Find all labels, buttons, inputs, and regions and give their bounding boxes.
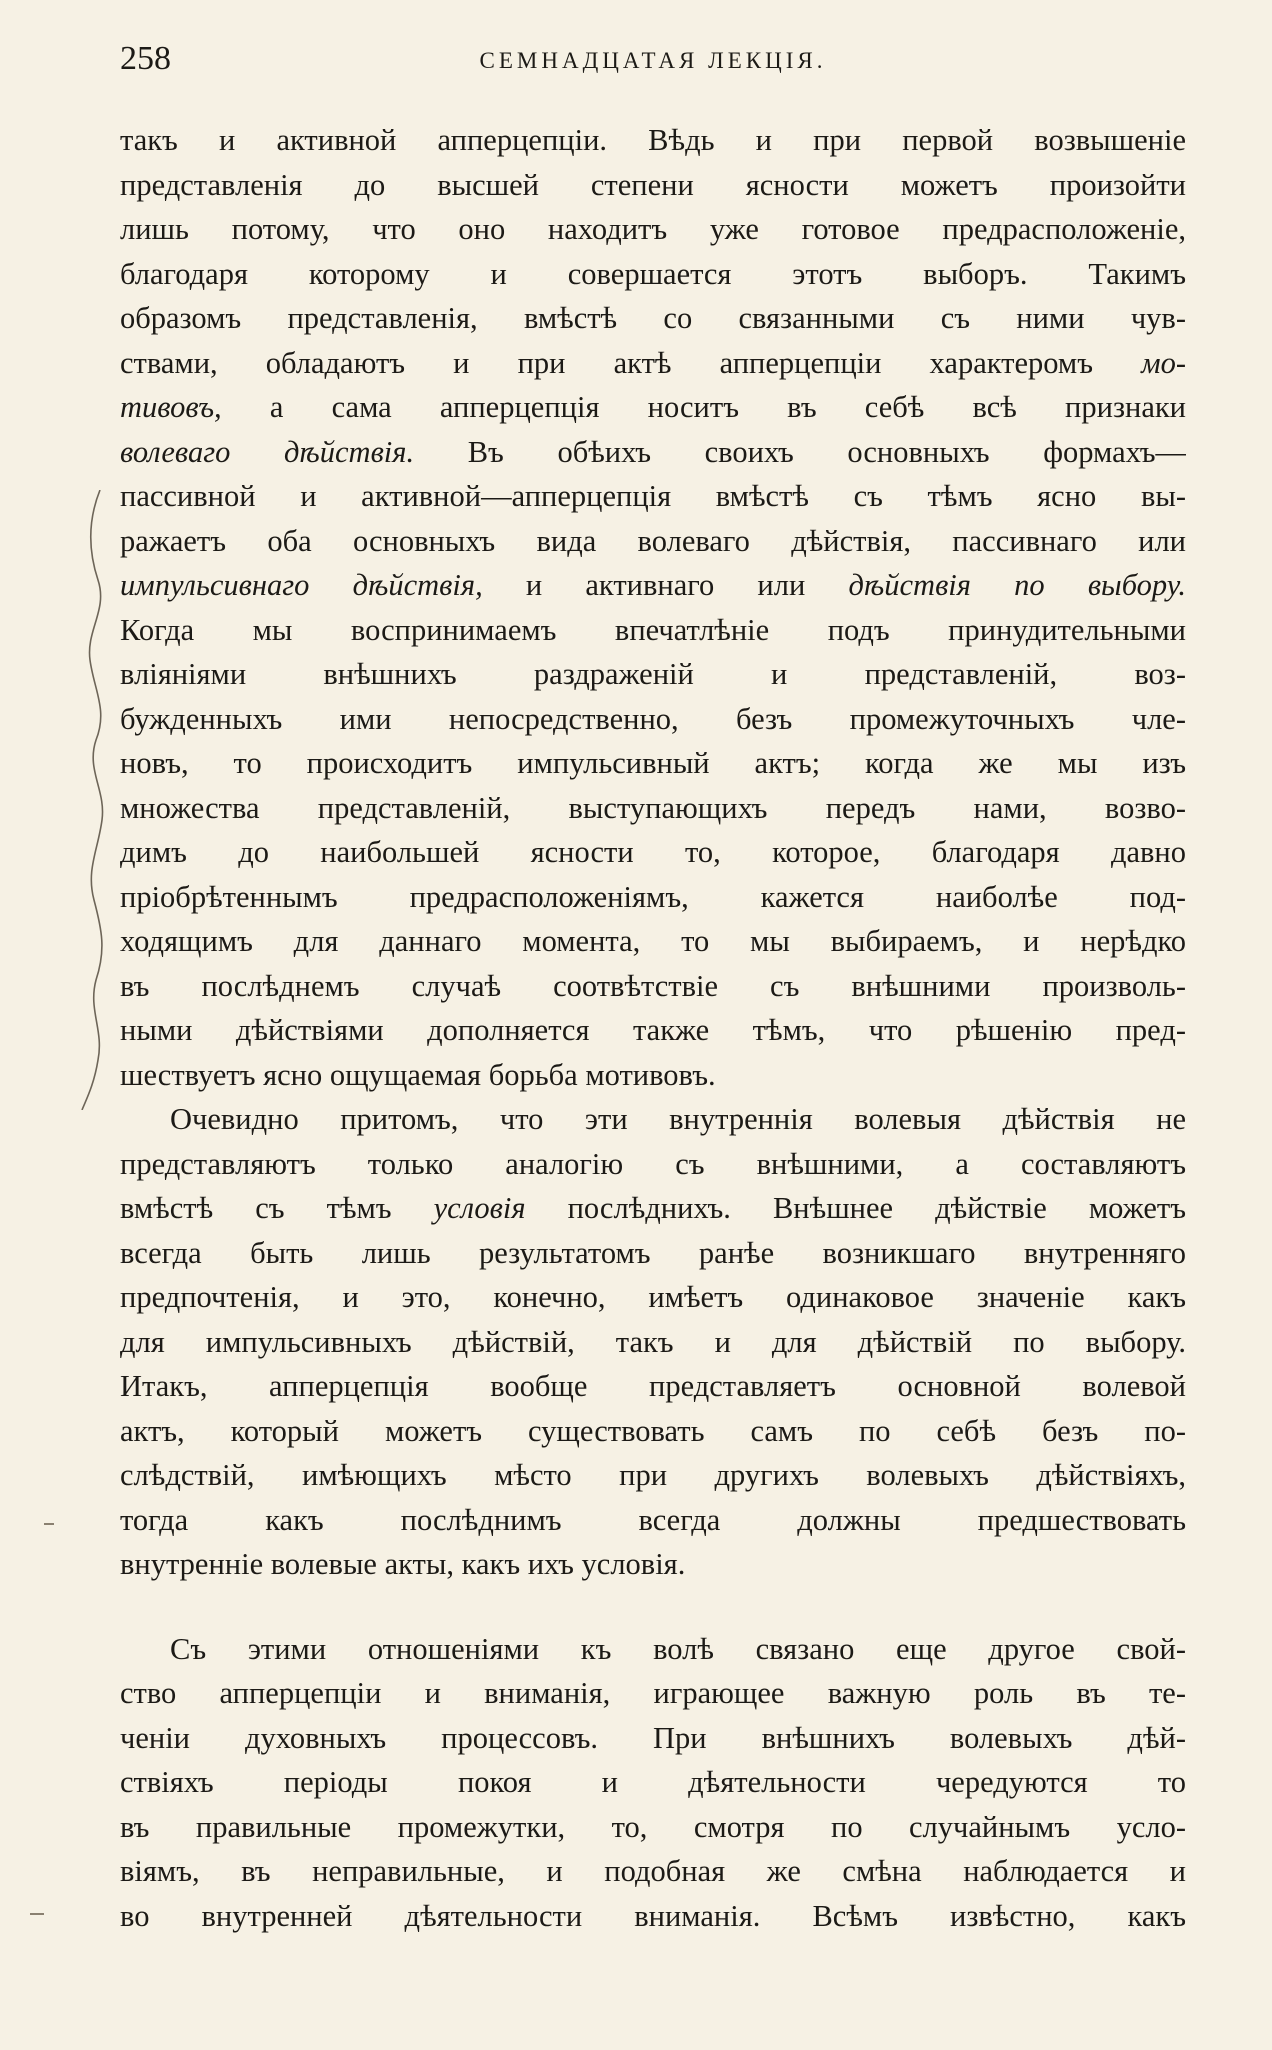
text-line — [120, 1671, 1186, 1716]
text-line — [120, 786, 1186, 831]
margin-mark — [30, 1913, 44, 1915]
text-run: для импульсивныхъ дѣйствій, такъ и для дѣйствій по выбору. — [120, 1324, 1186, 1359]
text-run: въ правильные промежутки, то, смотря по случайнымъ усло- — [120, 1809, 1186, 1844]
text-line — [120, 1760, 1186, 1805]
text-run: бужденныхъ ими непосредственно, безъ промежуточныхъ чле- — [120, 701, 1186, 736]
text-line — [120, 830, 1186, 875]
text-run: всегда быть лишь результатомъ ранѣе возникшаго внутренняго — [120, 1235, 1186, 1270]
text-line — [120, 875, 1186, 920]
text-run: пассивной и активной—апперцепція вмѣстѣ съ тѣмъ ясно вы- — [120, 479, 1186, 513]
text-run: ными дѣйствіями дополняется также тѣмъ, что рѣшенію пред- — [120, 1013, 1186, 1047]
text-line — [120, 1453, 1186, 1498]
text-run: ство апперцепціи и вниманія, играющее важную роль въ те- — [120, 1676, 1186, 1710]
margin-pencil-bracket — [80, 490, 120, 1110]
text-line — [120, 741, 1186, 786]
text-line — [120, 1008, 1186, 1053]
text-run: Очевидно притомъ, что эти внутреннія волевыя дѣйствія не — [170, 1102, 1186, 1136]
text-run: димъ до наибольшей ясности то, которое, благодаря давно — [120, 835, 1186, 869]
text-run: ченіи духовныхъ процессовъ. При внѣшнихъ волевыхъ дѣй- — [120, 1720, 1186, 1755]
text-line — [120, 1849, 1186, 1894]
text-run: множества представленій, выступающихъ передъ нами, возво- — [120, 790, 1186, 825]
text-line — [120, 1894, 1186, 1939]
page-number: 258 — [120, 40, 171, 77]
italic-text: волеваго дѣйствія. — [120, 434, 415, 469]
italic-text: дѣйствія по выбору. — [848, 568, 1186, 602]
text-run: во внутренней дѣятельности вниманія. Всѣмъ извѣстно, какъ — [120, 1898, 1186, 1933]
text-run: и активнаго или — [482, 568, 849, 602]
text-run: ствами, обладаютъ и при актѣ апперцепціи характеромъ — [120, 345, 1142, 380]
paragraph — [120, 1097, 1186, 1587]
text-line — [120, 1053, 1186, 1098]
text-run: образомъ представленія, вмѣстѣ со связанными съ ними чув- — [120, 301, 1186, 335]
text-line — [120, 1409, 1186, 1454]
text-run: пріобрѣтеннымъ предрасположеніямъ, кажется наиболѣе под- — [120, 879, 1186, 914]
text-run: внутренніе волевые акты, какъ ихъ условія. — [120, 1547, 686, 1581]
text-line — [120, 252, 1186, 297]
text-line — [120, 296, 1186, 341]
text-line — [120, 652, 1186, 697]
text-line — [120, 1142, 1186, 1187]
text-run: ствіяхъ періоды покоя и дѣятельности чередуются то — [120, 1765, 1186, 1799]
text-line — [120, 1805, 1186, 1850]
paragraph — [120, 118, 1186, 1097]
italic-text: условія — [433, 1191, 526, 1225]
running-head: СЕМНАДЦАТАЯ ЛЕКЦІЯ. — [479, 48, 827, 73]
text-run: Съ этими отношеніями къ волѣ связано еще другое свой- — [170, 1631, 1186, 1666]
text-line — [120, 207, 1186, 252]
text-line — [120, 563, 1186, 608]
paragraph — [120, 1627, 1186, 1939]
text-run: благодаря которому и совершается этотъ выборъ. Такимъ — [120, 256, 1186, 291]
text-run: такъ и активной апперцепціи. Вѣдь и при первой возвышеніе — [120, 123, 1186, 157]
text-run: тогда какъ послѣднимъ всегда должны предшествовать — [120, 1502, 1186, 1537]
text-line — [120, 1320, 1186, 1365]
text-run: предпочтенія, и это, конечно, имѣетъ одинаковое значеніе какъ — [120, 1280, 1186, 1314]
page-header — [120, 40, 1186, 84]
text-line — [120, 1186, 1186, 1231]
text-run: актъ, который можетъ существовать самъ по себѣ безъ по- — [120, 1413, 1186, 1448]
text-line — [120, 919, 1186, 964]
text-run: слѣдствій, имѣющихъ мѣсто при другихъ волевыхъ дѣйствіяхъ, — [120, 1458, 1186, 1492]
text-line — [120, 1716, 1186, 1761]
paragraph-gap — [120, 1587, 1186, 1627]
text-line — [120, 1498, 1186, 1543]
text-line — [120, 697, 1186, 742]
text-run: представляютъ только аналогію съ внѣшними, а составляютъ — [120, 1146, 1186, 1181]
text-run: Когда мы воспринимаемъ впечатлѣніе подъ принудительными — [120, 612, 1186, 647]
text-run: ходящимъ для даннаго момента, то мы выбираемъ, и нерѣдко — [120, 924, 1186, 958]
text-run: ражаетъ оба основныхъ вида волеваго дѣйствія, пассивнаго или — [120, 523, 1186, 558]
text-line — [120, 1097, 1186, 1142]
text-run: віямъ, въ неправильные, и подобная же смѣна наблюдается и — [120, 1854, 1186, 1888]
text-line — [120, 1542, 1186, 1587]
text-run: лишь потому, что оно находитъ уже готовое предрасположеніе, — [120, 212, 1186, 246]
text-run: новъ, то происходитъ импульсивный актъ; когда же мы изъ — [120, 746, 1186, 780]
text-run: послѣднихъ. Внѣшнее дѣйствіе можетъ — [525, 1191, 1186, 1225]
italic-text: тивовъ, — [120, 390, 222, 424]
text-run: а сама апперцепція носитъ въ себѣ всѣ признаки — [221, 390, 1186, 424]
text-line — [120, 1627, 1186, 1672]
text-line — [120, 964, 1186, 1009]
text-line — [120, 430, 1186, 475]
text-run: въ послѣднемъ случаѣ соотвѣтствіе съ внѣшними произволь- — [120, 968, 1186, 1003]
text-run: шествуетъ ясно ощущаемая борьба мотивовъ. — [120, 1057, 716, 1092]
text-line — [120, 519, 1186, 564]
text-line — [120, 1275, 1186, 1320]
text-run: вмѣстѣ съ тѣмъ — [120, 1191, 434, 1225]
italic-text: импульсивнаго дѣйствія, — [120, 568, 483, 602]
margin-mark — [44, 1523, 54, 1525]
text-line — [120, 118, 1186, 163]
text-line — [120, 1364, 1186, 1409]
text-run: вліяніями внѣшнихъ раздраженій и представленій, воз- — [120, 657, 1186, 691]
text-line — [120, 1231, 1186, 1276]
body-text — [120, 118, 1186, 1938]
text-line — [120, 341, 1186, 386]
text-run: представленія до высшей степени ясности можетъ произойти — [120, 167, 1186, 202]
text-run: Итакъ, апперцепція вообще представляетъ основной волевой — [120, 1369, 1186, 1403]
italic-text: мо- — [1141, 345, 1186, 380]
text-line — [120, 385, 1186, 430]
text-line — [120, 474, 1186, 519]
text-line — [120, 608, 1186, 653]
text-line — [120, 163, 1186, 208]
text-run: Въ обѣихъ своихъ основныхъ формахъ— — [414, 434, 1186, 469]
